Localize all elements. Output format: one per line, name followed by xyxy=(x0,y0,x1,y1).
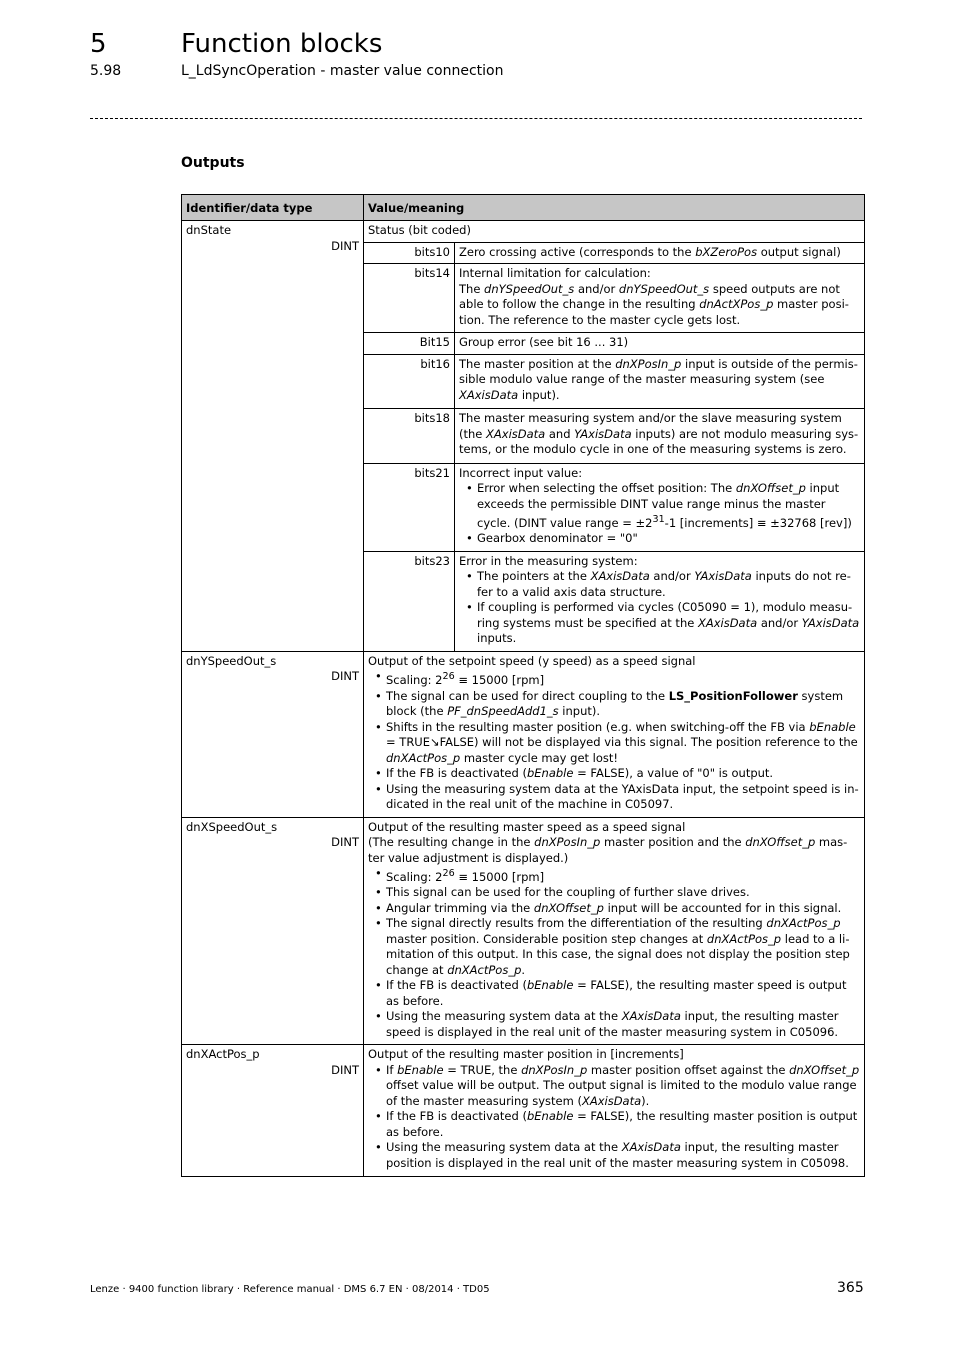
identifier-cell xyxy=(182,221,364,652)
list-item: • Scaling: $2^{26} \equiv 15000$ [rpm] xyxy=(386,669,860,688)
bit-desc: Zero crossing active (corresponds to the bXZeroPos output signal) xyxy=(455,242,865,264)
data-type: DINT xyxy=(331,835,359,850)
bit-desc: The master position at the dnXPosIn_p input is outside of the permis-sible modulo value range of the master measuring system (see XAxisData input). xyxy=(455,354,865,409)
bit-desc: Error in the measuring system: • The pointers at the XAxisData and/or YAxisData inputs do not re-fer to a valid axis data structure. • If coupling is performed via cycles (C05090 = 1), modulo measu-ring systems must be specified at the XAxisData and/or YAxisData inputs. xyxy=(455,551,865,651)
identifier-name: dnState xyxy=(186,223,232,237)
list-item: • If the FB is deactivated (bEnable = FALSE), the resulting master position is output as before. xyxy=(386,1109,860,1140)
identifier-name: dnXSpeedOut_s xyxy=(186,819,278,834)
bit-desc: Incorrect input value: • Error when selecting the offset position: The dnXOffset_p input exceeds the permissible DINT value range minus the master cycle. (DINT value range = $\pm 2^{31}-1$ [increments] ≡ ±32768 [rev]) • Gearbox denominator = "0" xyxy=(455,463,865,551)
col-header-identifier: Identifier/data type xyxy=(182,195,364,221)
list-item: • The signal directly results from the differentiation of the resulting dnXActPos_p master position. Considerable position step changes at dnXActPos_p lead to a li-mitation of this output. In this case, the signal does not display the position step change at dnXActPos_p. xyxy=(386,916,860,978)
identifier-cell xyxy=(182,1045,364,1177)
section-number: 5.98 xyxy=(90,63,122,79)
identifier-name: dnXActPos_p xyxy=(186,1047,260,1062)
chapter-title: Function blocks xyxy=(181,29,383,59)
value-cell: Output of the resulting master position in [increments] • If bEnable = TRUE, the dnXPosIn_p master position offset against the dnXOffset_p offset value will be output. The output signal is limited to the modulo value range of the master measuring system (XAxisData). • If the FB is deactivated (bEnable = FALSE), the resulting master position is output as before. • Using the measuring system data at the XAxisData input, the resulting master position is displayed in the real unit of the master measuring system in C05098. xyxy=(364,1045,865,1177)
outputs-heading: Outputs xyxy=(181,155,245,171)
list-item: • Using the measuring system data at the XAxisData input, the resulting master speed is displayed in the real unit of the master measuring system in C05096. xyxy=(386,1009,860,1040)
identifier-cell xyxy=(182,651,364,817)
bit-label: Bit15 xyxy=(364,333,455,355)
col-header-value: Value/meaning xyxy=(364,195,865,221)
value-cell: Output of the setpoint speed (y speed) as a speed signal • Scaling: $2^{26} \equiv 15000$ [rpm] • The signal can be used for direct coupling to the LS_PositionFollower system block (the PF_dnSpeedAdd1_s input). • Shifts in the resulting master position (e.g. when switching-off the FB via bEnable = TRUE↘FALSE) will not be displayed via this signal. The position reference to the dnXActPos_p master cycle may get lost! • If the FB is deactivated (bEnable = FALSE), a value of "0" is output. • Using the measuring system data at the YAxisData input, the setpoint speed is in-dicated in the real unit of the machine in C05097. xyxy=(364,651,865,817)
table-row xyxy=(182,221,865,243)
footer-doc-info: Lenze · 9400 function library · Reference manual · DMS 6.7 EN · 08/2014 · TD05 xyxy=(90,1284,490,1295)
table-header-row xyxy=(182,195,865,221)
page-number: 365 xyxy=(837,1280,864,1296)
list-item: • If the FB is deactivated (bEnable = FALSE), the resulting master speed is output as before. xyxy=(386,978,860,1009)
value-intro: Status (bit coded) xyxy=(364,221,865,243)
list-item: • Using the measuring system data at the YAxisData input, the setpoint speed is in-dicated in the real unit of the machine in C05097. xyxy=(386,782,860,813)
bit-label: bits23 xyxy=(364,551,455,651)
table-row xyxy=(182,1045,865,1177)
list-item: • Using the measuring system data at the XAxisData input, the resulting master position is displayed in the real unit of the master measuring system in C05098. xyxy=(386,1140,860,1171)
list-item: • If the FB is deactivated (bEnable = FALSE), a value of "0" is output. xyxy=(386,766,860,782)
bit-label: bits10 xyxy=(364,242,455,264)
bit-label: bits21 xyxy=(364,463,455,551)
data-type: DINT xyxy=(331,669,359,684)
table-row xyxy=(182,651,865,817)
list-item: • If bEnable = TRUE, the dnXPosIn_p master position offset against the dnXOffset_p offset value will be output. The output signal is limited to the modulo value range of the master measuring system (XAxisData). xyxy=(386,1063,860,1110)
list-item: • The signal can be used for direct coupling to the LS_PositionFollower system block (the PF_dnSpeedAdd1_s input). xyxy=(386,689,860,720)
list-item: • Error when selecting the offset position: The dnXOffset_p input exceeds the permissible DINT value range minus the master cycle. (DINT value range = $\pm 2^{31}-1$ [increments] ≡ ±32768 [rev]) xyxy=(477,481,860,531)
chapter-number: 5 xyxy=(90,29,107,59)
data-type: DINT xyxy=(331,238,359,253)
bit-desc: Group error (see bit 16 ... 31) xyxy=(455,333,865,355)
bit-label: bits18 xyxy=(364,409,455,464)
list-item: • If coupling is performed via cycles (C05090 = 1), modulo measu-ring systems must be specified at the XAxisData and/or YAxisData inputs. xyxy=(477,600,860,647)
outputs-table xyxy=(181,194,865,1177)
header-divider xyxy=(90,118,862,119)
data-type: DINT xyxy=(331,1062,359,1077)
section-title: L_LdSyncOperation - master value connection xyxy=(181,63,504,79)
bit-label: bits14 xyxy=(364,264,455,333)
list-item: • This signal can be used for the coupling of further slave drives. xyxy=(386,885,860,901)
value-cell: Output of the resulting master speed as a speed signal (The resulting change in the dnXPosIn_p master position and the dnXOffset_p mas-ter value adjustment is displayed.) • Scaling: $2^{26} \equiv 15000$ [rpm] • This signal can be used for the coupling of further slave drives. • Angular trimming via the dnXOffset_p input will be accounted for in this signal. • The signal directly results from the differentiation of the resulting dnXActPos_p master position. Considerable position step changes at dnXActPos_p lead to a li-mitation of this output. In this case, the signal does not display the position step change at dnXActPos_p. • If the FB is deactivated (bEnable = FALSE), the resulting master speed is output as before. • Using the measuring system data at the XAxisData input, the resulting master speed is displayed in the real unit of the master measuring system in C05096. xyxy=(364,817,865,1045)
bit-label: bit16 xyxy=(364,354,455,409)
identifier-cell xyxy=(182,817,364,1045)
list-item: • Angular trimming via the dnXOffset_p input will be accounted for in this signal. xyxy=(386,901,860,917)
list-item: • Shifts in the resulting master position (e.g. when switching-off the FB via bEnable = TRUE↘FALSE) will not be displayed via this signal. The position reference to the dnXActPos_p master cycle may get lost! xyxy=(386,720,860,767)
bit-desc: Internal limitation for calculation: The dnYSpeedOut_s and/or dnYSpeedOut_s speed outputs are not able to follow the change in the resulting dnActXPos_p master posi-tion. The reference to the master cycle gets lost. xyxy=(455,264,865,333)
list-item: • The pointers at the XAxisData and/or YAxisData inputs do not re-fer to a valid axis data structure. xyxy=(477,569,860,600)
list-item: • Scaling: $2^{26} \equiv 15000$ [rpm] xyxy=(386,866,860,885)
table-row xyxy=(182,817,865,1045)
bit-desc: The master measuring system and/or the slave measuring system (the XAxisData and YAxisData inputs) are not modulo measuring sys-tems, or the modulo cycle in one of the measuring systems is zero. xyxy=(455,409,865,464)
list-item: • Gearbox denominator = "0" xyxy=(477,531,860,547)
identifier-name: dnYSpeedOut_s xyxy=(186,653,277,668)
